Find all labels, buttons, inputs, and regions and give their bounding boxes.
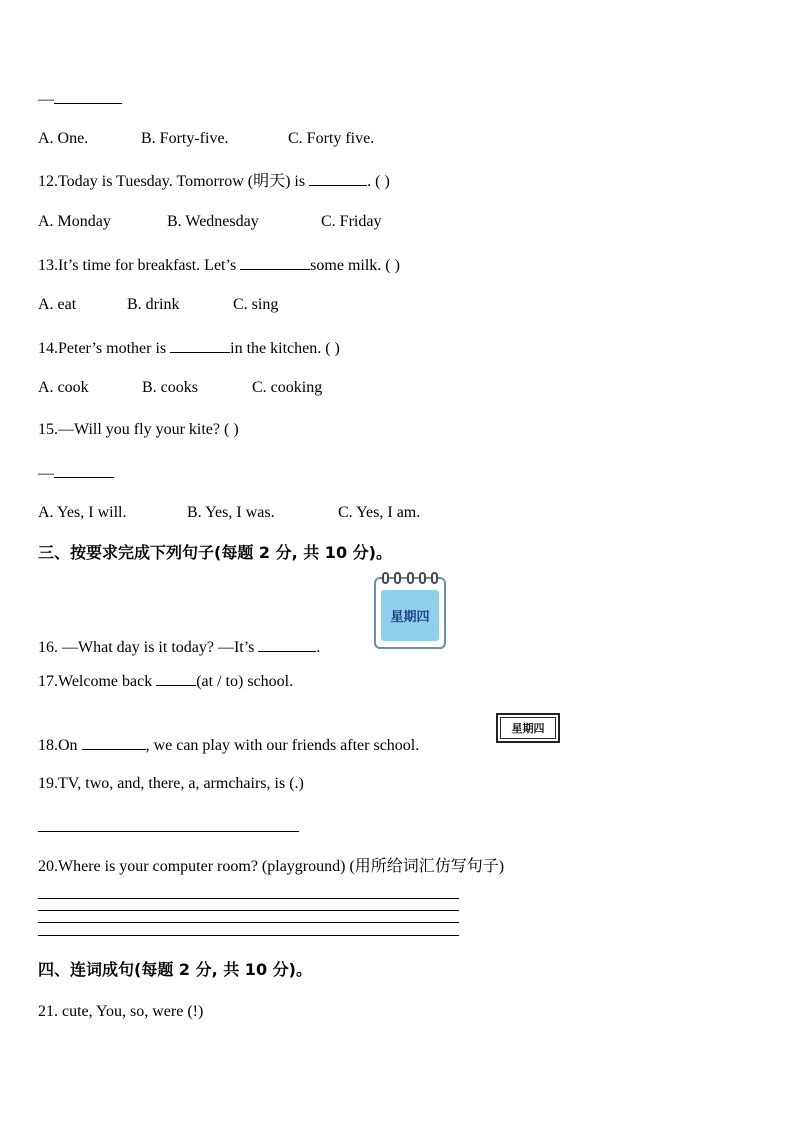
answer-blank[interactable] xyxy=(54,88,122,104)
q12-paren: . ( ) xyxy=(367,173,390,190)
q15-question: 15.—Will you fly your kite? ( ) xyxy=(38,421,239,438)
section-3-heading: 三、按要求完成下列句子(每题 2 分, 共 10 分)。 xyxy=(38,543,392,562)
q15-option-c: C. Yes, I am. xyxy=(338,504,421,521)
q14-blank[interactable] xyxy=(170,337,230,353)
q17-text: 17.Welcome back xyxy=(38,673,157,690)
q20-answer-line-2[interactable] xyxy=(38,910,459,911)
q21-question: 21. cute, You, so, were (!) xyxy=(38,1003,204,1020)
calendar-rings xyxy=(382,572,438,584)
q19-answer-line[interactable] xyxy=(38,831,299,832)
q11-option-b: B. Forty-five. xyxy=(141,130,229,147)
q11-answer-line xyxy=(38,88,122,110)
calendar-day-label: 星期四 xyxy=(511,722,545,735)
q18-end: , we can play with our friends after school. xyxy=(145,737,420,754)
q14-option-c: C. cooking xyxy=(252,379,323,396)
q12-blank[interactable] xyxy=(309,170,367,186)
answer-blank[interactable] xyxy=(54,462,114,478)
q18-question xyxy=(38,734,419,756)
q13-blank[interactable] xyxy=(240,254,310,270)
q17-question xyxy=(38,670,293,692)
q12-text: 12.Today is Tuesday. Tomorrow (明天) is xyxy=(38,173,310,190)
section-4-heading: 四、连词成句(每题 2 分, 共 10 分)。 xyxy=(38,960,312,979)
q13-option-a: A. eat xyxy=(38,296,77,313)
q15-option-a: A. Yes, I will. xyxy=(38,504,127,521)
q15-option-b: B. Yes, I was. xyxy=(187,504,275,521)
q20-question: 20.Where is your computer room? (playground) (用所给词汇仿写句子) xyxy=(38,858,505,875)
q13-option-c: C. sing xyxy=(233,296,279,313)
calendar-thursday-label-icon xyxy=(496,713,560,743)
q14-paren: in the kitchen. ( ) xyxy=(230,340,340,357)
q20-answer-line-4[interactable] xyxy=(38,935,459,936)
q13-paren: some milk. ( ) xyxy=(310,257,400,274)
q18-text: 18.On xyxy=(38,737,82,754)
q17-end: (at / to) school. xyxy=(196,673,294,690)
q18-blank[interactable] xyxy=(82,734,146,750)
q14-text: 14.Peter’s mother is xyxy=(38,340,171,357)
q17-blank[interactable] xyxy=(156,670,196,686)
q13-question xyxy=(38,254,400,276)
q11-option-c: C. Forty five. xyxy=(288,130,375,147)
answer-dash: — xyxy=(38,91,54,108)
q19-question: 19.TV, two, and, there, a, armchairs, is (.) xyxy=(38,775,304,792)
calendar-thursday-icon xyxy=(374,577,446,649)
q14-question xyxy=(38,337,340,359)
q12-option-c: C. Friday xyxy=(321,213,382,230)
q20-answer-line-1[interactable] xyxy=(38,898,459,899)
q16-text: 16. —What day is it today? —It’s xyxy=(38,639,259,656)
answer-dash: — xyxy=(38,465,54,482)
q16-question xyxy=(38,636,320,658)
q14-option-b: B. cooks xyxy=(142,379,198,396)
q12-option-a: A. Monday xyxy=(38,213,111,230)
q14-option-a: A. cook xyxy=(38,379,89,396)
q13-option-b: B. drink xyxy=(127,296,180,313)
q15-answer-line xyxy=(38,462,114,484)
q16-end: . xyxy=(316,639,321,656)
q12-question xyxy=(38,170,390,192)
q13-text: 13.It’s time for breakfast. Let’s xyxy=(38,257,241,274)
q16-blank[interactable] xyxy=(258,636,316,652)
q20-answer-line-3[interactable] xyxy=(38,922,459,923)
calendar-page xyxy=(381,590,439,641)
q11-option-a: A. One. xyxy=(38,130,89,147)
q12-option-b: B. Wednesday xyxy=(167,213,259,230)
calendar-day-label: 星期四 xyxy=(390,610,430,625)
